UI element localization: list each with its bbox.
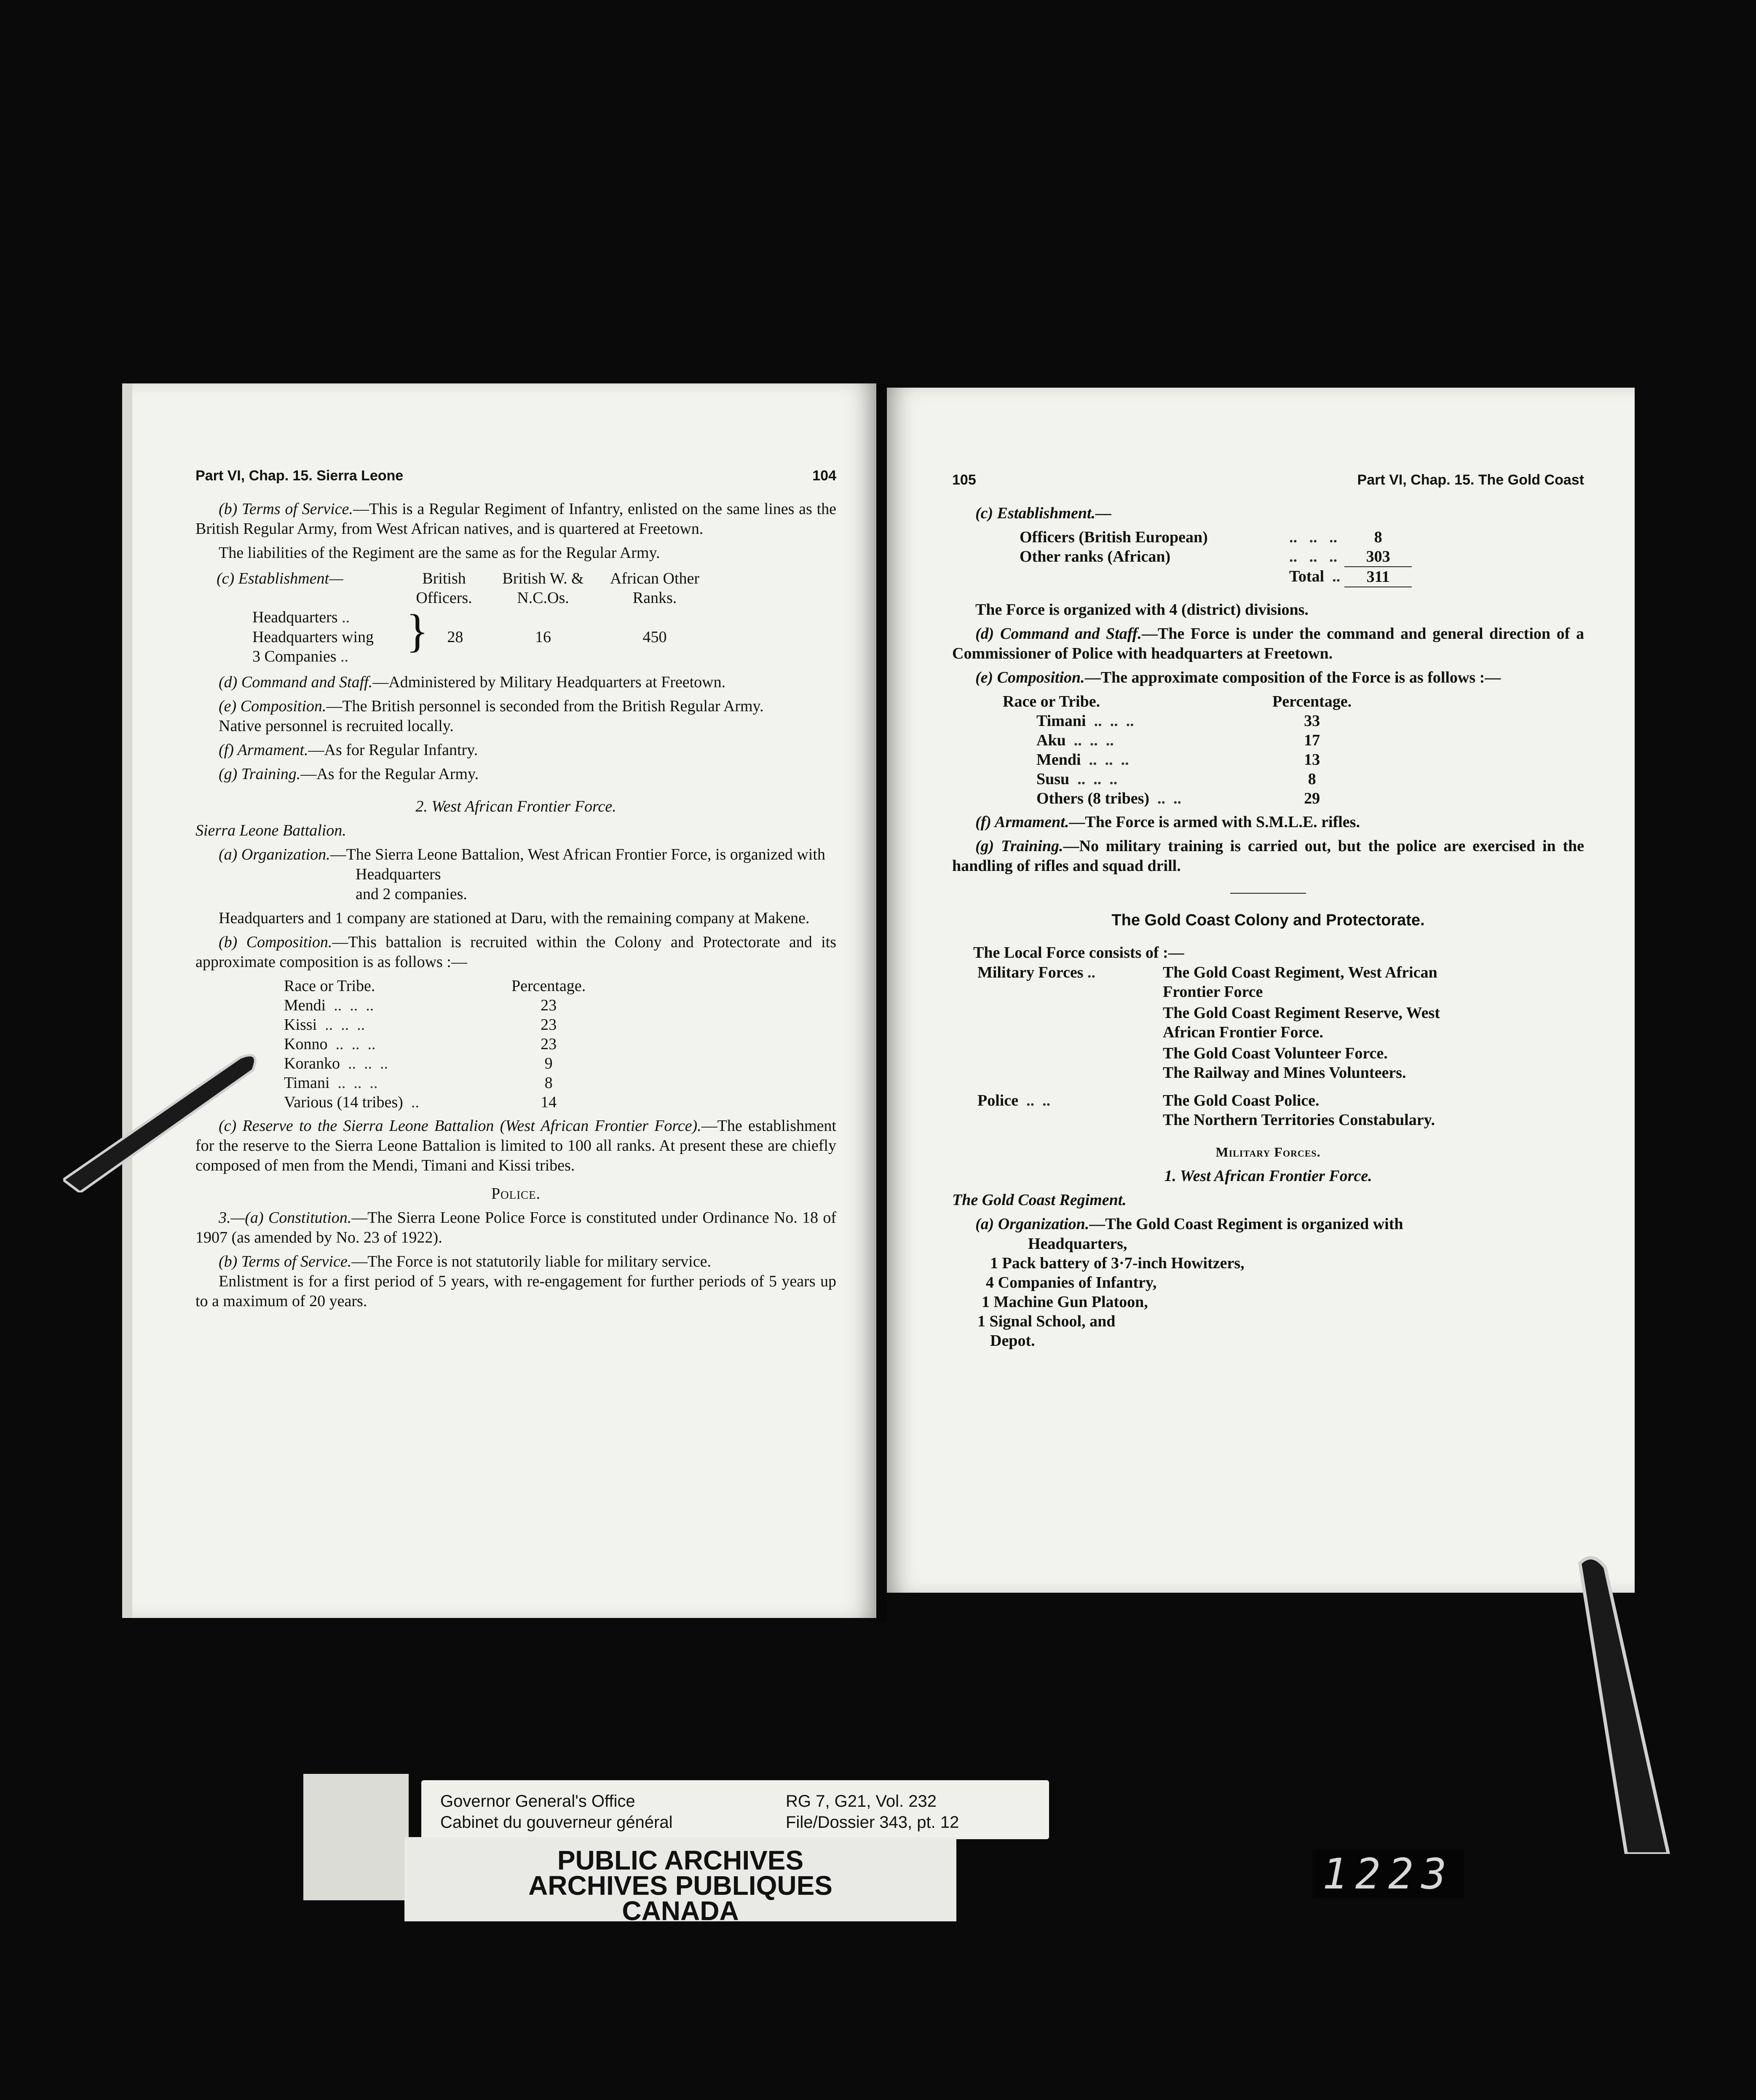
local-force-table (973, 963, 1496, 1130)
list-item: Headquarters, (1028, 1235, 1127, 1253)
right-organization-paragraph: (a) Organization.—The Gold Coast Regiment is organized with (975, 1215, 1403, 1233)
regiment-organization-list (952, 1234, 1584, 1350)
table-row: Timani .. .. .. 8 (284, 1074, 553, 1092)
tribes-pct-header: Percentage. (511, 977, 586, 995)
est-row-headquarters: Headquarters .. (252, 608, 350, 626)
divisions-paragraph: The Force is organized with 4 (district) divisions. (975, 601, 1309, 619)
total-row: Total .. 311 (1015, 567, 1412, 587)
open-book (122, 383, 1635, 1622)
list-item: Depot. (990, 1332, 1035, 1350)
police-label: Police .. .. (977, 1092, 1051, 1109)
reserve-paragraph: (c) Reserve to the Sierra Leone Battalion (West African Frontier Force).—The establishment for the reserve to the Sierra Leone Battalion is limited to 100 all ranks. At present these are chiefly composed of men from the Mendi, Timani and Kissi tribes. (195, 1117, 836, 1174)
table-row: Various (14 tribes) .. 14 (284, 1093, 557, 1111)
frame-counter: 1223 (1312, 1850, 1464, 1898)
table-row: Timani .. .. .. 33 (1036, 712, 1320, 730)
constitution-paragraph: 3.—(a) Constitution.—The Sierra Leone Police Force is constituted under Ordinance No. 18 of 1907 (as amended by No. 23 of 1922). (195, 1209, 836, 1246)
command-paragraph: (d) Command and Staff.—Administered by Military Headquarters at Freetown. (219, 673, 726, 691)
list-item: 1 Machine Gun Platoon, (982, 1293, 1148, 1311)
file-ref: File/Dossier 343, pt. 12 (786, 1813, 959, 1832)
list-item: 1 Pack battery of 3·7-inch Howitzers, (990, 1254, 1245, 1272)
table-row: Others (8 tribes) .. .. 29 (1036, 790, 1320, 807)
liabilities-paragraph: The liabilities of the Regiment are the same as for the Regular Army. (219, 544, 660, 562)
police-establishment-table (1015, 528, 1412, 587)
section-1-heading: 1. West African Frontier Force. (1164, 1167, 1372, 1185)
table-row: Konno .. .. .. 23 (284, 1035, 557, 1053)
right-page-header (952, 472, 1584, 488)
label-tab (303, 1774, 409, 1900)
est-value-nco: 16 (535, 628, 551, 646)
police-list: The Gold Coast Police. The Northern Territories Constabulary. (1163, 1092, 1435, 1129)
est-row-companies: 3 Companies .. (252, 648, 348, 666)
table-row: Other ranks (African) .. .. .. 303 (1015, 547, 1412, 567)
est-value-african: 450 (642, 628, 667, 646)
est-col-african-ranks: African Other Ranks. (610, 570, 700, 607)
police-heading: Police. (491, 1185, 541, 1203)
police-tribes-table (998, 692, 1356, 808)
enlistment-paragraph: Enlistment is for a first period of 5 years, with re-engagement for further periods of 5 years up to a maximum of 20 years. (195, 1272, 836, 1310)
table-row: Susu .. .. .. 8 (1036, 770, 1316, 788)
battalion-heading: Sierra Leone Battalion. (195, 822, 346, 839)
right-composition-paragraph: (e) Composition.—The approximate composition of the Force is as follows :— (975, 669, 1501, 686)
record-group-ref: RG 7, G21, Vol. 232 (786, 1792, 937, 1811)
est-value-officers: 28 (447, 628, 463, 646)
training-paragraph: (g) Training.—As for the Regular Army. (219, 765, 479, 783)
office-english: Governor General's Office (440, 1792, 635, 1811)
archive-label (303, 1742, 1095, 1926)
establishment-label: (c) Establishment— (217, 570, 343, 587)
table-row: Officers (British European) .. .. .. 8 (1020, 528, 1382, 546)
table-row: Koranko .. .. .. 9 (284, 1055, 553, 1072)
est-col-british-nco: British W. & N.C.Os. (502, 570, 584, 607)
table-row: Mendi .. .. .. 23 (284, 996, 557, 1014)
armament-paragraph: (f) Armament.—As for Regular Infantry. (219, 741, 478, 759)
right-page (887, 388, 1635, 1593)
terms-label: (b) Terms of Service. (219, 500, 353, 518)
left-page (122, 383, 876, 1618)
left-running-title: Part VI, Chap. 15. Sierra Leone (195, 468, 404, 484)
est-col-british-officers: British Officers. (416, 570, 472, 607)
right-command-paragraph: (d) Command and Staff.—The Force is under the command and general direction of a Commissioner of Police with headquarters at Freetown. (952, 625, 1584, 662)
terms-text: —This is a Regular Regiment of Infantry, enlisted on the same lines as the British Regular Army, from West African natives, and is quartered at Freetown. (195, 500, 836, 538)
right-armament-paragraph: (f) Armament.—The Force is armed with S.M.L.E. rifles. (975, 813, 1360, 831)
right-pct-header: Percentage. (1272, 693, 1352, 710)
local-force-intro: The Local Force consists of :— (973, 944, 1184, 962)
table-row: Mendi .. .. .. 13 (1036, 751, 1320, 769)
reference-card (421, 1780, 1049, 1839)
colony-heading: The Gold Coast Colony and Protectorate. (1111, 911, 1425, 929)
table-row: Aku .. .. .. 17 (1036, 731, 1320, 749)
right-page-number: 105 (952, 472, 976, 488)
book-gutter (876, 383, 887, 1622)
terms-of-service-paragraph (195, 499, 836, 539)
battalion-tribes-table (280, 976, 590, 1112)
native-personnel-paragraph: Native personnel is recruited locally. (219, 717, 454, 735)
right-running-title: Part VI, Chap. 15. The Gold Coast (1357, 472, 1584, 488)
right-training-paragraph: (g) Training.—No military training is carried out, but the police are exercised in the handling of rifles and squad drill. (952, 837, 1585, 875)
military-forces-list: The Gold Coast Regiment, West African Frontier Force The Gold Coast Regiment Reserve, West African Frontier Force. The Gold Coast Volunteer Force. The Railway and Mines Volunteers. (1163, 964, 1440, 1082)
regiment-heading: The Gold Coast Regiment. (952, 1191, 1127, 1209)
military-forces-label: Military Forces .. (977, 964, 1095, 981)
police-terms-paragraph: (b) Terms of Service.—The Force is not statutorily liable for military service. (219, 1253, 711, 1270)
establishment-table: (c) Establishment— British Officers. British W. & N.C.Os. African Other Ranks. Headquarters .. } 28 16 450 Headquarters wing 3 Companies .. (212, 569, 709, 667)
organization-paragraph: (a) Organization.—The Sierra Leone Battalion, West African Frontier Force, is organized with (219, 846, 825, 863)
right-establishment-label: (c) Establishment.— (975, 504, 1112, 522)
list-item: 4 Companies of Infantry, (986, 1274, 1157, 1291)
archives-stamp: PUBLIC ARCHIVES ARCHIVES PUBLIQUES CANADA (404, 1837, 956, 1921)
right-race-header: Race or Tribe. (1003, 693, 1100, 710)
left-pen-tip-icon (63, 1041, 261, 1192)
stationed-paragraph: Headquarters and 1 company are stationed at Daru, with the remaining company at Makene. (219, 909, 810, 927)
est-row-hq-wing: Headquarters wing (252, 628, 374, 646)
table-row: Kissi .. .. .. 23 (284, 1016, 557, 1034)
list-item: 1 Signal School, and (977, 1312, 1116, 1330)
composition-paragraph: (e) Composition.—The British personnel is seconded from the British Regular Army. (219, 697, 764, 715)
left-page-header (195, 468, 836, 484)
tribes-race-header: Race or Tribe. (284, 977, 375, 995)
battalion-composition-paragraph: (b) Composition.—This battalion is recruited within the Colony and Protectorate and its approximate composition is as follows :— (195, 933, 837, 971)
section-2-heading: 2. West African Frontier Force. (415, 798, 616, 815)
org-item-headquarters: Headquarters (356, 865, 441, 883)
military-forces-heading: Military Forces. (1215, 1144, 1321, 1160)
right-pen-tip-icon (1563, 1551, 1673, 1854)
left-page-number: 104 (812, 468, 836, 484)
org-item-companies: and 2 companies. (356, 885, 467, 903)
office-french: Cabinet du gouverneur général (440, 1813, 673, 1832)
section-divider (1230, 893, 1306, 894)
